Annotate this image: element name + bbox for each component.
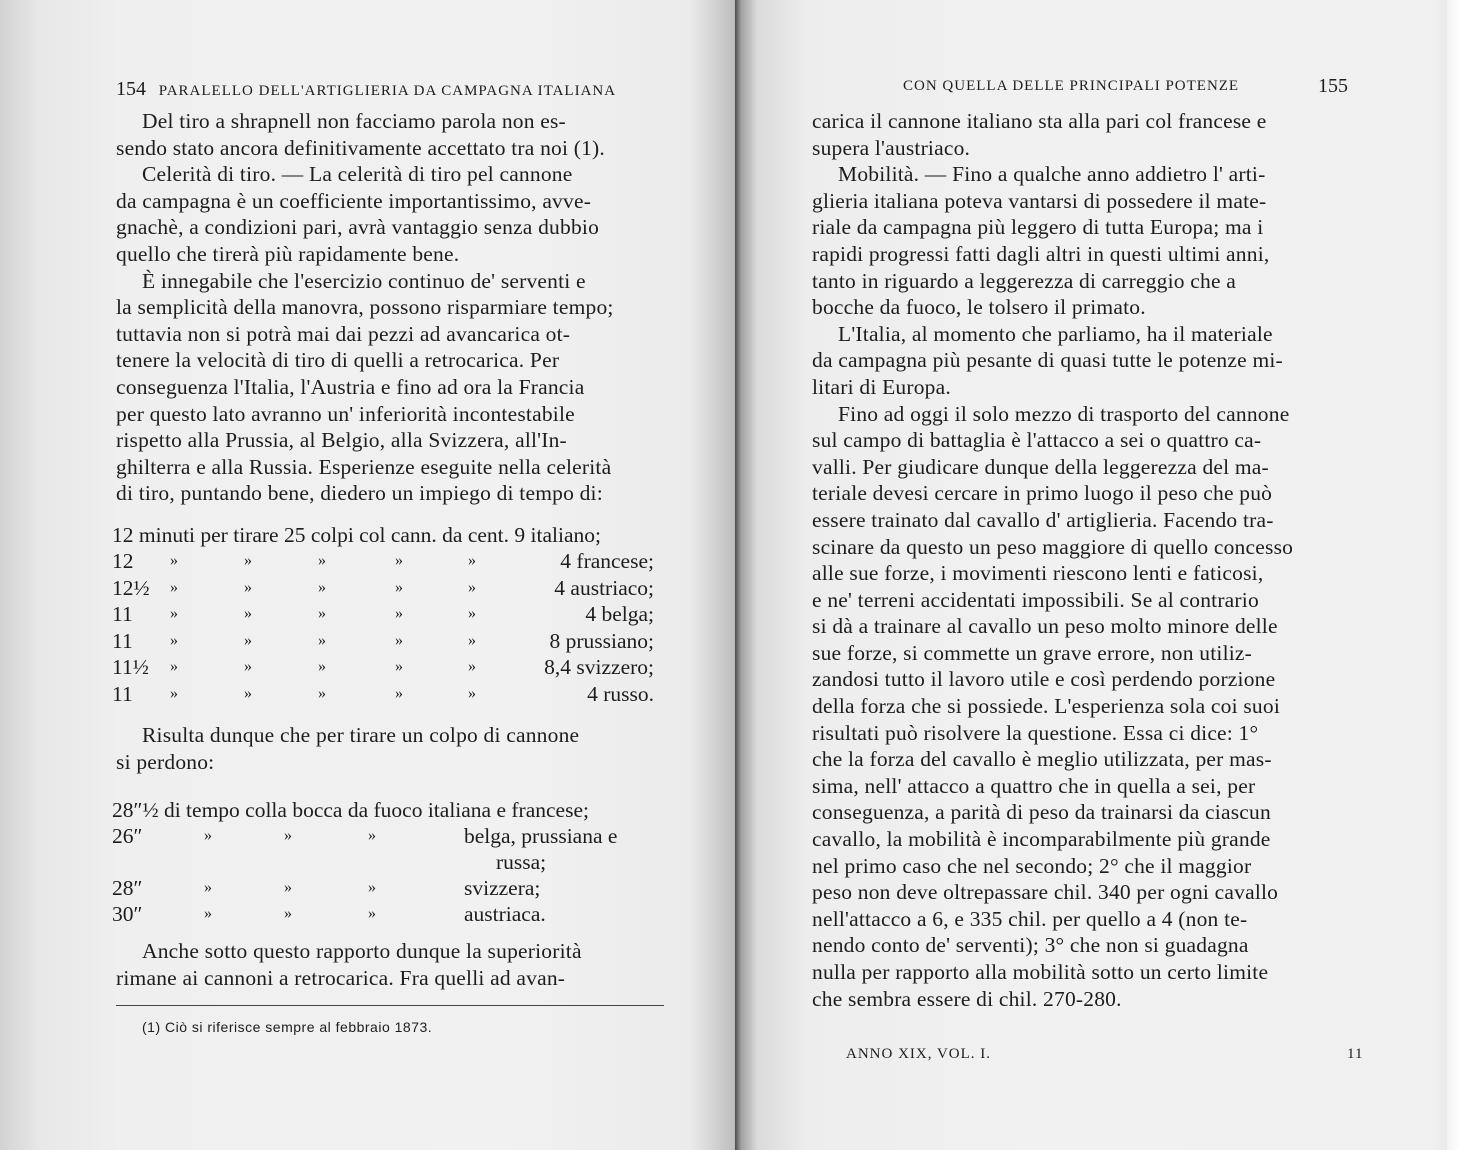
- ditto-mark: »: [318, 631, 326, 649]
- table-row: [112, 575, 660, 601]
- text-line: la semplicità della manovra, possono risparmiare tempo;: [116, 295, 614, 320]
- times-row: [112, 901, 660, 927]
- text-line: e ne' terreni accidentati impossibili. Se al contrario: [812, 587, 1259, 612]
- row-value: 4 francese;: [560, 549, 654, 573]
- text-line: glieria italiana poteva vantarsi di possedere il mate-: [812, 188, 1267, 213]
- row-time: 11: [112, 681, 133, 706]
- text-line: della forza che si possiede. L'esperienza sola coi suoi: [812, 694, 1280, 719]
- ditto-mark: »: [170, 552, 178, 569]
- ditto-mark: »: [244, 578, 252, 596]
- ditto-mark: »: [468, 658, 476, 675]
- ditto-mark: »: [395, 684, 403, 702]
- right-footer-volume: ANNO XIX, VOL. I.: [846, 1046, 992, 1062]
- row-value: 4 belga;: [585, 602, 654, 626]
- ditto-mark: »: [395, 552, 403, 569]
- table-row: [112, 601, 660, 627]
- text-line: Risulta dunque che per tirare un colpo di cannone: [142, 723, 580, 747]
- left-text-block-2: [116, 722, 664, 775]
- text-line: Celerità di tiro. — La celerità di tiro pel cannone: [142, 162, 573, 187]
- times-row: [112, 823, 660, 849]
- table-row: [112, 548, 660, 574]
- text-line: tanto in riguardo a leggerezza di carreggio che a: [812, 268, 1237, 293]
- ditto-mark: »: [204, 905, 212, 922]
- text-line: rispetto alla Prussia, al Belgio, alla Svizzera, all'In-: [116, 428, 567, 453]
- row-value: 8 prussiano;: [549, 628, 654, 653]
- ditto-mark: »: [204, 879, 212, 896]
- text-line: Mobilità. — Fino a qualche anno addietro l' arti-: [838, 162, 1266, 187]
- ditto-mark: »: [244, 605, 252, 622]
- ditto-mark: »: [318, 658, 326, 675]
- times-row-value: belga, prussiana e: [464, 824, 618, 848]
- right-page: [735, 0, 1461, 1150]
- ditto-mark: »: [395, 605, 403, 622]
- times-first-line: [112, 797, 660, 823]
- left-head-title: PARALELLO DELL'ARTIGLIERIA DA CAMPAGNA ITALIANA: [158, 83, 617, 99]
- text-line: bocche da fuoco, le tolsero il primato.: [812, 295, 1146, 320]
- text-line: nel primo caso che nel secondo; 2° che il maggior: [812, 853, 1252, 878]
- ditto-mark: »: [318, 578, 326, 596]
- ditto-mark: »: [395, 631, 403, 649]
- row-value: 4 russo.: [587, 681, 654, 706]
- text-line: essere trainato dal cavallo d' artiglieria. Facendo tra-: [812, 507, 1274, 532]
- text-line: nulla per rapporto alla mobilità sotto un certo limite: [812, 960, 1269, 984]
- times-row: [112, 875, 660, 901]
- text-line: che la forza del cavallo è meglio utilizzata, per mas-: [812, 747, 1272, 772]
- left-running-head: [116, 78, 616, 101]
- text-line: si perdono:: [116, 749, 215, 774]
- ditto-mark: »: [395, 658, 403, 675]
- row-time: 12: [112, 549, 134, 573]
- text-line: valli. Per giudicare dunque della leggerezza del ma-: [812, 454, 1269, 479]
- text-line: L'Italia, al momento che parliamo, ha il materiale: [838, 321, 1273, 346]
- times-row: [112, 849, 660, 875]
- right-page-number: 155: [1318, 75, 1348, 97]
- ditto-mark: »: [284, 827, 292, 844]
- text-line: alle sue forze, i movimenti riescono lenti e faticosi,: [812, 561, 1264, 586]
- ditto-mark: »: [468, 605, 476, 622]
- footnote-rule: [116, 1005, 664, 1006]
- right-running-head: [903, 78, 1239, 95]
- text-line: nell'attacco a 6, e 335 chil. per quello a 4 (non te-: [812, 906, 1248, 931]
- times-row-value: svizzera;: [464, 876, 541, 900]
- ditto-mark: »: [468, 684, 476, 702]
- text-line: sendo stato ancora definitivamente accettato tra noi (1).: [116, 135, 605, 160]
- ditto-mark: »: [318, 605, 326, 622]
- text-line: conseguenza, a parità di peso da trainarsi da ciascun: [812, 800, 1271, 825]
- ditto-mark: »: [170, 684, 178, 702]
- ditto-mark: »: [204, 827, 212, 844]
- ditto-mark: »: [244, 658, 252, 675]
- text-line: tenere la velocità di tiro di quelli a retrocarica. Per: [116, 348, 560, 373]
- times-row-value: austriaca.: [464, 902, 546, 926]
- text-line: si dà a trainare al cavallo un peso molto minore delle: [812, 614, 1278, 639]
- text-line: quello che tirerà più rapidamente bene.: [116, 241, 460, 266]
- text-line: Anche sotto questo rapporto dunque la superiorità: [142, 939, 582, 963]
- text-line: gnachè, a condizioni pari, avrà vantaggio senza dubbio: [116, 215, 600, 240]
- left-text-block-3: [116, 938, 664, 991]
- ditto-mark: »: [170, 631, 178, 649]
- ditto-mark: »: [170, 578, 178, 596]
- ditto-mark: »: [244, 552, 252, 569]
- text-line: Fino ad oggi il solo mezzo di trasporto del cannone: [838, 401, 1290, 426]
- page-edge: [1447, 0, 1461, 1150]
- times-row-time: 30″: [112, 902, 143, 926]
- table-first-line: [112, 522, 660, 548]
- ditto-mark: »: [244, 684, 252, 702]
- row-value: 8,4 svizzero;: [544, 655, 654, 679]
- table-row: [112, 681, 660, 707]
- text-line: rapidi progressi fatti dagli altri in questi ultimi anni,: [812, 241, 1270, 266]
- ditto-mark: »: [468, 552, 476, 569]
- footnote: (1) Ciò si riferisce sempre al febbraio 1873.: [142, 1019, 433, 1035]
- right-text-block: [812, 108, 1374, 1012]
- ditto-mark: »: [395, 578, 403, 596]
- table-first-line-text: 12 minuti per tirare 25 colpi col cann. da cent. 9 italiano;: [112, 523, 601, 547]
- text-line: risultati può risolvere la questione. Essa ci dice: 1°: [812, 720, 1259, 745]
- text-line: scinare da questo un peso maggiore di quello concesso: [812, 534, 1294, 559]
- times-row-value: russa;: [496, 850, 547, 874]
- ditto-mark: »: [284, 879, 292, 896]
- row-time: 12½: [112, 575, 150, 600]
- text-line: conseguenza l'Italia, l'Austria e fino ad ora la Francia: [116, 374, 585, 399]
- ditto-mark: »: [368, 879, 376, 896]
- left-page-number: 154: [116, 78, 146, 100]
- row-time: 11: [112, 628, 133, 653]
- text-line: nendo conto de' serventi); 3° che non si guadagna: [812, 933, 1249, 958]
- text-line: supera l'austriaco.: [812, 135, 971, 160]
- text-line: litari di Europa.: [812, 374, 951, 399]
- row-value: 4 austriaco;: [554, 575, 654, 600]
- left-text-block-1: [116, 108, 664, 507]
- ditto-mark: »: [170, 658, 178, 675]
- text-line: carica il cannone italiano sta alla pari col francese e: [812, 109, 1267, 133]
- table-row: [112, 628, 660, 654]
- text-line: da campagna più pesante di quasi tutte le potenze mi-: [812, 348, 1283, 373]
- text-line: È innegabile che l'esercizio continuo de' serventi e: [142, 268, 586, 293]
- text-line: Del tiro a shrapnell non facciamo parola non es-: [142, 109, 566, 133]
- ditto-mark: »: [468, 578, 476, 596]
- text-line: che sembra essere di chil. 270-280.: [812, 986, 1122, 1011]
- row-time: 11½: [112, 655, 149, 679]
- times-row-time: 26″: [112, 824, 143, 848]
- text-line: peso non deve oltrepassare chil. 340 per ogni cavallo: [812, 880, 1279, 905]
- text-line: da campagna è un coefficiente importantissimo, avve-: [116, 188, 592, 213]
- text-line: tuttavia non si potrà mai dai pezzi ad avancarica ot-: [116, 321, 571, 346]
- times-first-line-text: 28″½ di tempo colla bocca da fuoco italiana e francese;: [112, 798, 589, 822]
- text-line: cavallo, la mobilità è incomparabilmente più grande: [812, 827, 1271, 852]
- ditto-mark: »: [284, 905, 292, 922]
- ditto-mark: »: [244, 631, 252, 649]
- text-line: zandosi tutto il lavoro utile e così perdendo porzione: [812, 667, 1276, 692]
- text-line: sima, nell' attacco a quattro che in quella a sei, per: [812, 773, 1256, 798]
- ditto-mark: »: [170, 605, 178, 622]
- ditto-mark: »: [318, 552, 326, 569]
- ditto-mark: »: [368, 827, 376, 844]
- text-line: rimane ai cannoni a retrocarica. Fra quelli ad avan-: [116, 965, 566, 990]
- ditto-mark: »: [468, 631, 476, 649]
- text-line: sue forze, si commette un grave errore, non utiliz-: [812, 640, 1253, 665]
- row-time: 11: [112, 602, 133, 626]
- text-line: di tiro, puntando bene, diedero un impiego di tempo di:: [116, 481, 603, 506]
- ditto-mark: »: [318, 684, 326, 702]
- text-line: teriale devesi cercare in primo luogo il peso che può: [812, 481, 1273, 506]
- right-head-title: CON QUELLA DELLE PRINCIPALI POTENZE: [903, 78, 1240, 94]
- text-line: sul campo di battaglia è l'attacco a sei o quattro ca-: [812, 428, 1262, 453]
- text-line: ghilterra e alla Russia. Esperienze eseguite nella celerità: [116, 454, 612, 479]
- text-line: riale da campagna più leggero di tutta Europa; ma i: [812, 215, 1264, 240]
- right-footer-signature: 11: [1347, 1046, 1364, 1062]
- times-row-time: 28″: [112, 876, 143, 900]
- ditto-mark: »: [368, 905, 376, 922]
- table-row: [112, 654, 660, 680]
- text-line: per questo lato avranno un' inferiorità incontestabile: [116, 401, 575, 426]
